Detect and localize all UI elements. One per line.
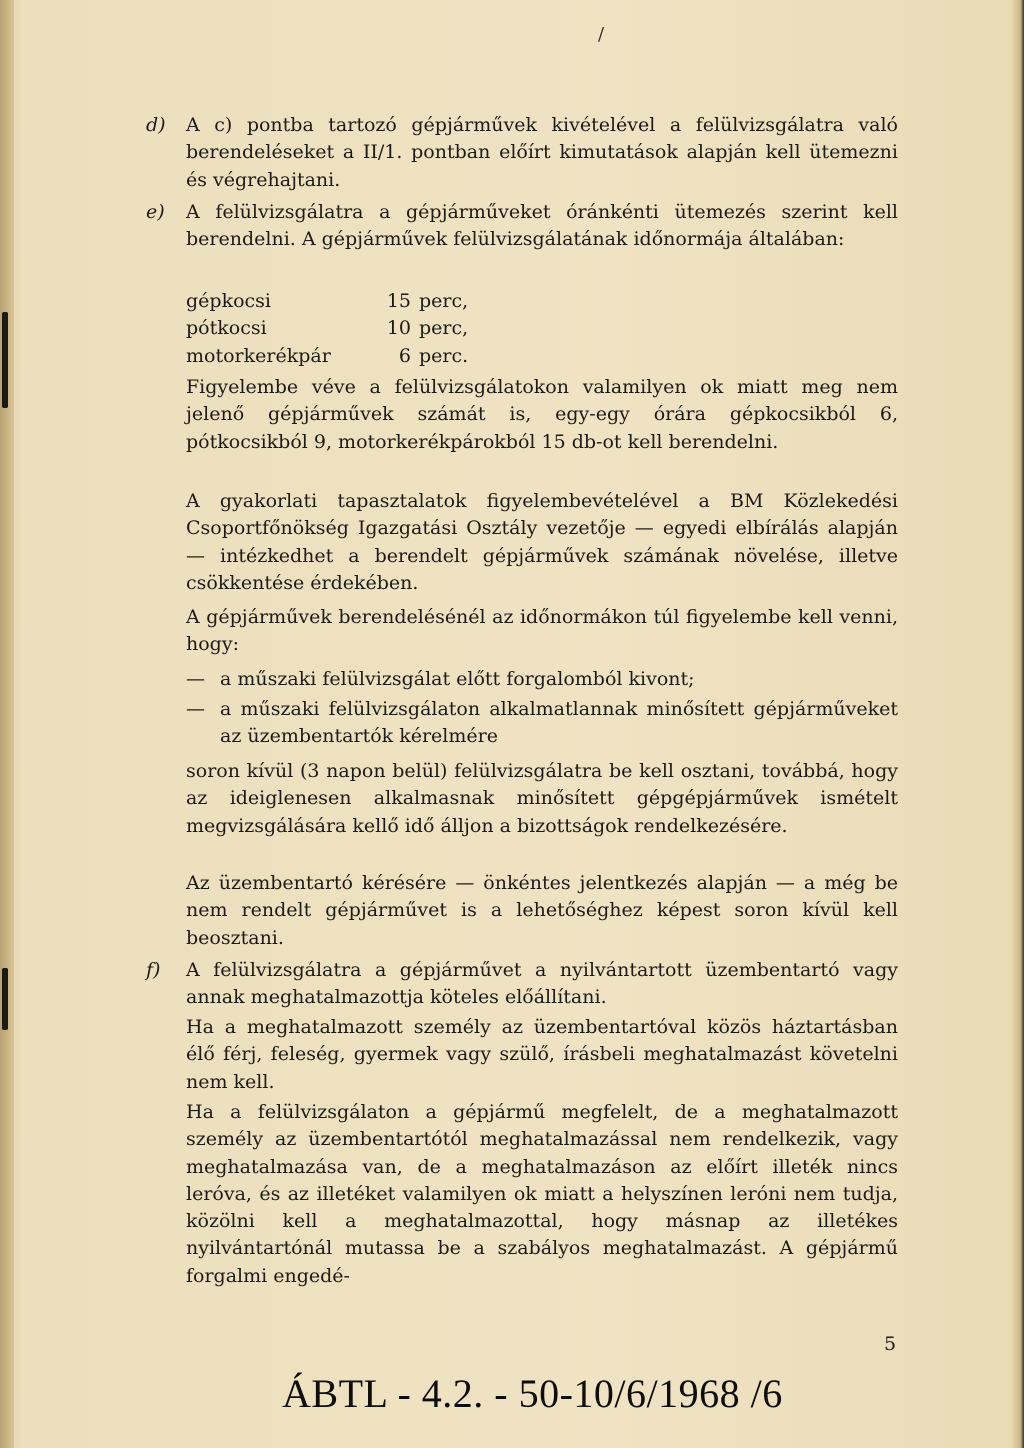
time-norm-vehicle: motorkerékpár — [186, 344, 331, 367]
dash-bullet: — — [186, 668, 205, 690]
dash-item-text: a műszaki felülvizsgálat előtt forgalomból kivont; — [220, 668, 695, 690]
paragraph-e-intro — [186, 199, 898, 254]
page-left-edge — [0, 0, 14, 1448]
binding-mark — [2, 312, 8, 408]
paragraph-e-1 — [186, 374, 898, 456]
binding-mark — [2, 968, 8, 1030]
time-norm-amount: 15 — [386, 290, 411, 312]
item-label-d: d) — [146, 114, 166, 136]
dash-item-text: a műszaki felülvizsgálaton alkalmatlannak minősített gépjárműveket az üzembentartók kérelmére — [220, 698, 898, 748]
paragraph-e-5-text: Az üzembentartó kérésére — önkéntes jelentkezés alapján — a még be nem rendelt gépjárművet is a lehetőséghez képest soron kívül kell beosztani. — [186, 872, 898, 949]
archive-reference-stamp: ÁBTL - 4.2. - 50-10/6/1968 /6 — [282, 1371, 783, 1416]
item-label-f: f) — [146, 959, 161, 981]
page-right-edge — [1012, 0, 1024, 1448]
paragraph-f-2-text: Ha a meghatalmazott személy az üzembentartóval közös háztartásban élő férj, feleség, gyermek vagy szülő, írásbeli meghatalmazást követelni nem kell. — [186, 1016, 898, 1093]
time-norm-amount: 10 — [386, 317, 411, 340]
item-label-e: e) — [146, 201, 165, 223]
paragraph-e-2 — [186, 488, 898, 597]
paragraph-f-3 — [186, 1099, 898, 1290]
time-norm-unit: perc. — [419, 344, 469, 367]
time-norm-row — [186, 343, 468, 370]
time-norm-list — [186, 288, 468, 370]
time-norm-vehicle: pótkocsi — [186, 317, 267, 340]
dash-list-item — [186, 666, 898, 693]
paragraph-f-3-text: Ha a felülvizsgálaton a gépjármű megfelelt, de a meghatalmazott személy az üzembentartótól meghatalmazással nem rendelkezik, vagy meghatalmazása van, de a meghatalmazáson az előírt illeték nincs leróva, és az illetéket valamilyen ok miatt a helyszínen leróni nem tudja, közölni kell a meghatalmazottal, hogy másnap az illetékes nyilvántartónál mutassa be a szabályos meghatalmazást. A gépjármű forgalmi engedé- — [186, 1101, 898, 1287]
paragraph-f-1 — [186, 957, 898, 1012]
page-number: 5 — [884, 1333, 897, 1355]
paragraph-e-1-text: Figyelembe véve a felülvizsgálatokon valamilyen ok miatt meg nem jelenő gépjárművek számát is, egy-egy órára gépkocsikból 6, pótkocsikból 9, motorkerékpárokból 15 db-ot kell berendelni. — [186, 376, 898, 453]
paragraph-f-2 — [186, 1014, 898, 1096]
paragraph-e-3-text: A gépjárművek berendelésénél az időnormákon túl figyelembe kell venni, hogy: — [186, 606, 898, 656]
paragraph-d — [186, 112, 898, 194]
paragraph-e-intro-text: A felülvizsgálatra a gépjárműveket óránkénti ütemezés szerint kell berendelni. A gépjárművek felülvizsgálatának időnormája általában: — [186, 201, 898, 251]
paragraph-f-1-text: A felülvizsgálatra a gépjárművet a nyilvántartott üzembentartó vagy annak meghatalmazottja köteles előállítani. — [186, 959, 898, 1009]
time-norm-unit: perc, — [419, 290, 469, 312]
time-norm-row — [186, 315, 468, 342]
paragraph-d-text: A c) pontba tartozó gépjárművek kivételével a felülvizsgálatra való berendeléseket a II/1. pontban előírt kimutatások alapján kell ütemezni és végrehajtani. — [186, 114, 898, 191]
paragraph-e-3 — [186, 604, 898, 659]
dash-bullet: — — [186, 698, 205, 720]
paragraph-e-4 — [186, 758, 898, 840]
paragraph-e-5 — [186, 870, 898, 952]
time-norm-vehicle: gépkocsi — [186, 290, 271, 312]
stray-mark: / — [598, 24, 605, 45]
paragraph-e-4-text: soron kívül (3 napon belül) felülvizsgálatra be kell osztani, továbbá, hogy az ideiglenesen alkalmasnak minősített gépgépjárművek ismételt megvizsgálására kellő idő álljon a bizottságok rendelkezésére. — [186, 760, 898, 837]
time-norm-unit: perc, — [419, 317, 469, 340]
paragraph-e-2-text: A gyakorlati tapasztalatok figyelembevételével a BM Közlekedési Csoportfőnökség Igazgatási Osztály vezetője — egyedi elbírálás alapján — intézkedhet a berendelt gépjárművek számának növelése, illetve csökkentése érdekében. — [186, 490, 898, 594]
dash-list-item — [186, 696, 898, 751]
time-norm-amount: 6 — [398, 344, 411, 367]
time-norm-row — [186, 288, 468, 315]
